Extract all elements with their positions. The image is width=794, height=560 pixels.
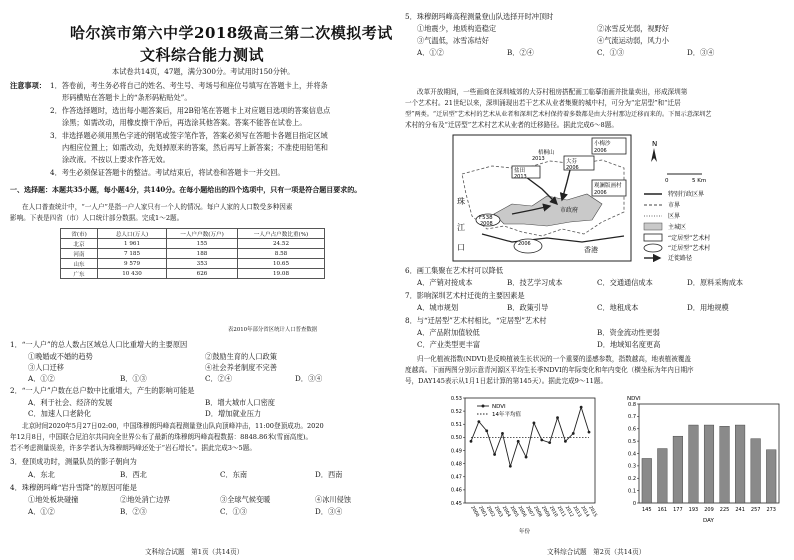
passage-4-line: 归一化植被指数(NDVI)是反映植被生长状况的一个重要的遥感参数，指数越高，地表植被覆盖	[417, 355, 692, 363]
ndvi-data-point	[564, 440, 567, 443]
notice-line: 涂改液。不按以上要求作答无效。	[62, 155, 170, 164]
q6-choice: D．原料采购成本	[687, 278, 744, 287]
q1-choice: C．②④	[205, 374, 233, 383]
shenzhen-art-village-map	[452, 134, 752, 264]
ndvi-bar	[720, 426, 730, 503]
q7-choice: D．用地规模	[687, 303, 729, 312]
y-tick-label: 0.6	[628, 426, 636, 433]
ndvi-interannual-line-chart	[437, 390, 602, 535]
x-tick-label: 161	[657, 507, 668, 513]
y-axis-title: NDVI	[627, 396, 641, 402]
notice-label: 注意事项：	[10, 81, 46, 90]
notice-line: 3．非选择题必须用黑色字迹的钢笔或签字笔作答，答案必须写在答题卡各题目指定区域	[50, 131, 328, 140]
x-tick-label: 2000	[469, 505, 480, 519]
map-label: 盐田	[514, 168, 526, 174]
q5-option: ③气温低，冰雪冻结好	[417, 36, 489, 45]
table-cell: 19.08	[238, 269, 325, 279]
passage-1-line: 在人口普查统计中，“一人户”是指一户人家只有一个人的情况。每户人家的人口数受多种因素	[22, 203, 293, 211]
x-axis-title: 年份	[519, 529, 531, 535]
exam-info: 本试卷共14页，47题，满分300分。考试用时150分钟。	[112, 67, 295, 76]
map-label: 江	[457, 223, 465, 232]
question-7-stem: 7．影响深圳艺术村迁徙的主要因素是	[405, 291, 525, 300]
q2-choice: A．利于社会、经济的发展	[28, 398, 113, 407]
table-header-cell: 一人户占户数比重(%)	[238, 229, 325, 239]
table-cell: 155	[167, 239, 238, 249]
x-tick-label: 2009	[540, 505, 551, 519]
question-3-stem: 3．登顶成功时，测量队员的影子朝向为	[10, 457, 137, 466]
q1-choice: B．①③	[120, 374, 147, 383]
y-tick-label: 0.51	[450, 422, 462, 429]
map-label: 口	[457, 243, 465, 252]
table-header-cell: 总人口(万人)	[98, 229, 167, 239]
y-tick-label: 0.47	[450, 474, 462, 481]
ndvi-bar	[735, 425, 745, 503]
q8-choice: C．产业类型更丰富	[417, 340, 481, 349]
x-tick-label: 257	[750, 507, 761, 513]
q5-option: ②冰雪反光弱，视野好	[597, 24, 669, 33]
passage-3-line: 改革开放期间，一些画商在深圳城郊的大芬村租房搭配画工临摹油画并批量卖出，形成深圳第	[417, 88, 688, 96]
right-page	[397, 0, 794, 560]
passage-3-line: 术村的分布及“迁居型”艺术村艺术从业者的迁移路径。据此完成6～8题。	[405, 121, 618, 129]
page-footer: 文科综合试题 第1页（共14页）	[145, 548, 244, 556]
q6-choice: A．产销对接成本	[417, 278, 473, 287]
legend-swatch	[644, 244, 662, 252]
map-label: 2006	[594, 190, 607, 196]
table-header-row	[61, 229, 325, 239]
table-cell: 8.58	[238, 249, 325, 259]
q2-choice: C．加速人口老龄化	[28, 409, 92, 418]
map-label: 市政府	[560, 207, 579, 214]
ndvi-data-point	[548, 441, 551, 444]
legend-label: “定居型”艺术村	[668, 235, 711, 242]
y-tick-label: 0	[632, 500, 636, 507]
ndvi-data-point	[477, 420, 480, 423]
x-axis-title: DAY	[703, 518, 714, 524]
q1-option: ③人口迁移	[28, 363, 64, 372]
legend-swatch	[644, 223, 662, 230]
q7-choice: C．地租成本	[597, 303, 639, 312]
y-tick-label: 0.52	[450, 408, 462, 415]
ndvi-data-point	[493, 453, 496, 456]
question-1-stem: 1．“一人户”的总人数占区域总人口比重增大的主要原因	[10, 340, 188, 349]
q8-choice: A．产品附加值较低	[417, 328, 480, 337]
ndvi-data-point	[501, 432, 504, 435]
exam-subtitle: 文科综合能力测试	[140, 46, 265, 64]
x-tick-label: 2015	[587, 505, 598, 519]
q1-choice: A．①②	[28, 374, 55, 383]
ndvi-data-point	[485, 429, 488, 432]
ndvi-bar	[642, 458, 652, 503]
ndvi-data-point	[588, 431, 591, 434]
table-header-cell: 省(市)	[61, 229, 98, 239]
north-arrow-label: N	[652, 140, 658, 148]
notice-line: 内相应位置上；如需改动，先划掉原来的答案，然后再写上新答案；不准使用铅笔和	[62, 143, 328, 152]
map-label: 香港	[584, 246, 598, 254]
map-label: 梧桐山	[538, 150, 555, 156]
q5-choice: D．③④	[687, 48, 715, 57]
ndvi-bar	[704, 425, 714, 503]
map-label: 观澜版画村	[594, 183, 622, 189]
x-tick-label: 2002	[485, 505, 496, 519]
table-cell: 626	[167, 269, 238, 279]
passage-2-line: 北京时间2020年5月27日02:00，中国珠穆朗玛峰高程测量登山队向顶峰冲击，11:00登顶成功。2020	[22, 422, 324, 430]
page-footer: 文科综合试题 第2页（共14页）	[547, 548, 646, 556]
ndvi-data-point	[533, 422, 536, 425]
table-cell: 10.65	[238, 259, 325, 269]
q8-choice: D．地域知名度更高	[597, 340, 661, 349]
q4-option: ②地处消亡边界	[120, 495, 171, 504]
q7-choice: B．政策引导	[507, 303, 549, 312]
section-heading: 一、选择题：本题共35小题，每小题4分，共140分。在每小题给出的四个选项中，只有一项是符合题目要求的。	[10, 185, 362, 194]
y-tick-label: 0.53	[450, 395, 462, 402]
passage-4-line: 号，DAY145表示从1月1日起计算的第145天）。据此完成9～11题。	[405, 377, 608, 385]
notice-line: 4．考生必须保证答题卡的整洁。考试结束后，将试卷和答题卡一并交回。	[50, 168, 285, 177]
passage-3-line: 型”两类。“迁居型”艺术村的艺术从业者和深圳艺术村保持着多数都是由大芬村那边迁移而来的。下图示意深圳艺	[405, 111, 712, 118]
y-tick-label: 0.46	[450, 487, 462, 494]
table-cell: 1 961	[98, 239, 167, 249]
x-tick-label: 2011	[555, 505, 566, 519]
table-cell: 9 579	[98, 259, 167, 269]
legend-label: 迁徙路径	[668, 255, 693, 262]
q5-choice: A．①②	[417, 48, 444, 57]
legend-label: NDVI	[492, 404, 506, 410]
notice-line: 1．答卷前，考生务必将自己的姓名、考生号、考场号和座位号填写在答题卡上，并将条	[50, 81, 328, 90]
table-cell: 河南	[61, 249, 98, 259]
y-tick-label: 0.45	[450, 500, 462, 507]
passage-3-line: 一个艺术村。21世纪以来，深圳涌现出若干艺术从业者集聚的城中村，可分为“定居型”和“迁居	[405, 99, 681, 107]
legend-label: 市界	[668, 202, 681, 209]
passage-1-line: 影响。下表是四省（市）人口统计部分数据。完成1～2题。	[10, 214, 184, 222]
question-8-stem: 8．与“迁居型”艺术村相比，“定居型”艺术村	[405, 316, 547, 325]
legend-label: 特别行政区界	[668, 191, 705, 198]
ndvi-bar	[673, 436, 683, 503]
table-cell: 北京	[61, 239, 98, 249]
notice-line: 2．作答选择题时，选出每小题答案后，用2B铅笔在答题卡上对应题目选项的答案信息点	[50, 106, 331, 115]
question-4-stem: 4．珠穆朗玛峰“岩升雪降”的原因可能是	[10, 483, 137, 492]
ndvi-data-point	[517, 440, 520, 443]
y-tick-label: 0.7	[628, 414, 636, 421]
ndvi-data-point	[509, 465, 512, 468]
map-label: 大芬	[566, 159, 578, 165]
x-tick-label: 2001	[477, 505, 488, 519]
q1-option: ④社会养老制度不完善	[205, 363, 277, 372]
table-cell: 24.52	[238, 239, 325, 249]
x-tick-label: 177	[673, 507, 683, 513]
ndvi-data-point	[470, 440, 473, 443]
table-caption: 表2010年部分省区统计人口普查数据	[228, 327, 318, 333]
x-tick-label: 2003	[492, 505, 504, 519]
scale-label: 5 Km	[692, 178, 707, 184]
table-cell: 广东	[61, 269, 98, 279]
legend-label: 主城区	[668, 224, 687, 231]
legend-label: “迁居型”艺术村	[668, 245, 711, 252]
table-cell: 353	[167, 259, 238, 269]
notice-line: 涂黑；如需改动，用橡皮擦干净后，再选涂其他答案。答案不能答在试卷上。	[62, 118, 307, 127]
question-6-stem: 6．画工集聚在艺术村可以降低	[405, 266, 504, 275]
q4-option: ③全球气候变暖	[220, 495, 271, 504]
q2-choice: B．增大城市人口密度	[205, 398, 275, 407]
x-tick-label: 2013	[571, 505, 582, 519]
y-tick-label: 0.5	[628, 438, 636, 445]
x-tick-label: 2006	[516, 505, 527, 519]
table-cell: 7 185	[98, 249, 167, 259]
legend-label: 14年平均值	[492, 412, 521, 418]
q2-choice: D．增加就业压力	[205, 409, 262, 418]
q3-choice: B．西北	[120, 470, 147, 479]
q5-option: ④气流运动弱，风力小	[597, 36, 669, 45]
legend-label: 区界	[668, 213, 681, 220]
question-5-stem: 5．珠穆朗玛峰高程测量登山队选择开时冲顶时	[405, 12, 554, 21]
passage-2-line: 若不考虑测量误差，许多学者认为珠穆朗玛峰还处于“岩石增长”。据此完成3～5题。	[10, 444, 256, 452]
x-tick-label: 2010	[547, 505, 559, 519]
map-label: 2006	[594, 148, 607, 154]
map-label: 2006	[518, 241, 531, 247]
x-tick-label: 145	[642, 507, 652, 513]
map-label: 2008	[480, 221, 493, 227]
q4-option: ④冰川侵蚀	[315, 495, 351, 504]
q4-choice: A．①②	[28, 507, 55, 516]
y-tick-label: 0.49	[450, 448, 462, 455]
table-row	[61, 269, 325, 279]
x-tick-label: 209	[704, 507, 714, 513]
q4-choice: C．①③	[220, 507, 248, 516]
y-tick-label: 0.1	[628, 488, 636, 495]
x-tick-label: 2014	[579, 505, 590, 519]
legend-swatch	[644, 234, 662, 241]
x-tick-label: 225	[719, 507, 730, 513]
ndvi-bar	[766, 450, 776, 503]
north-arrow-icon	[651, 148, 657, 162]
y-tick-label: 0.2	[628, 476, 636, 483]
map-label: 2006	[566, 165, 579, 171]
ndvi-seasonal-bar-chart	[615, 390, 785, 535]
q5-option: ①地震少，地质构造稳定	[417, 24, 497, 33]
x-tick-label: 273	[766, 507, 776, 513]
q1-option: ②鼓励生育的人口政策	[205, 352, 277, 361]
ndvi-data-point	[572, 432, 575, 435]
y-tick-label: 0.50	[450, 435, 462, 442]
map-label: 2013	[532, 156, 545, 162]
question-2-stem: 2．“一人户”户数在总户数中比重增大，产生的影响可能是	[10, 386, 195, 395]
map-label: 小梅沙	[594, 141, 611, 147]
y-tick-label: 0.8	[628, 401, 636, 408]
table-row	[61, 259, 325, 269]
q6-choice: B．技艺学习成本	[507, 278, 563, 287]
exam-title: 哈尔滨市第六中学2018级高三第二次模拟考试	[70, 24, 393, 42]
ndvi-data-point	[540, 439, 543, 442]
map-label: 珠	[457, 197, 465, 206]
map-label: 2013	[514, 174, 527, 180]
map-label: F538	[479, 215, 493, 221]
x-tick-label: 241	[735, 507, 745, 513]
q5-choice: C．①③	[597, 48, 625, 57]
legend-marker	[482, 405, 485, 408]
q4-choice: D．③④	[315, 507, 343, 516]
q3-choice: C．东南	[220, 470, 248, 479]
ndvi-bar	[751, 439, 761, 503]
x-tick-label: 2012	[563, 505, 574, 519]
q4-option: ①地处板块碰撞	[28, 495, 79, 504]
ndvi-data-point	[525, 456, 528, 459]
ndvi-bar	[658, 449, 668, 503]
passage-4-line: 度越高。下面两图分别示意青河源区平均生长季NDVI的年际变化和年内变化（横坐标为年内日期序	[405, 366, 694, 374]
map-legend	[644, 190, 710, 262]
table-cell: 山东	[61, 259, 98, 269]
q3-choice: D．西南	[315, 470, 343, 479]
q1-option: ①晚婚或不婚的趋势	[28, 352, 93, 361]
q8-choice: B．资金流动性更弱	[597, 328, 660, 337]
ndvi-data-point	[580, 406, 583, 409]
y-tick-label: 0.48	[450, 461, 462, 468]
table-header-cell: 一人户户数(万户)	[167, 229, 238, 239]
x-tick-label: 193	[688, 507, 699, 513]
q7-choice: A．城市规划	[417, 303, 459, 312]
x-tick-label: 2007	[524, 505, 535, 519]
q3-choice: A．东北	[28, 470, 55, 479]
notice-line: 形码横贴在答题卡上的“条形码粘贴处”。	[62, 93, 192, 102]
q5-choice: B．②④	[507, 48, 534, 57]
table-row	[61, 239, 325, 249]
x-tick-label: 2004	[500, 505, 511, 519]
y-tick-label: 0.3	[628, 463, 636, 470]
q6-choice: C．交通通信成本	[597, 278, 653, 287]
y-tick-label: 0.4	[628, 451, 636, 458]
scale-label: 0	[665, 178, 669, 184]
x-tick-label: 2005	[508, 505, 519, 519]
passage-2-line: 年12月8日，中国联合尼泊尔共同向全世界公布了最新的珠穆朗玛峰高程数据：8848.86米(雪面高度)。	[10, 433, 313, 441]
table-cell: 10 430	[98, 269, 167, 279]
ndvi-data-point	[556, 416, 559, 419]
table-cell: 188	[167, 249, 238, 259]
population-table	[60, 228, 325, 279]
q4-choice: B．②③	[120, 507, 147, 516]
table-row	[61, 249, 325, 259]
x-tick-label: 2008	[532, 505, 543, 519]
q1-choice: D．③④	[295, 374, 323, 383]
ndvi-bar	[689, 425, 699, 503]
